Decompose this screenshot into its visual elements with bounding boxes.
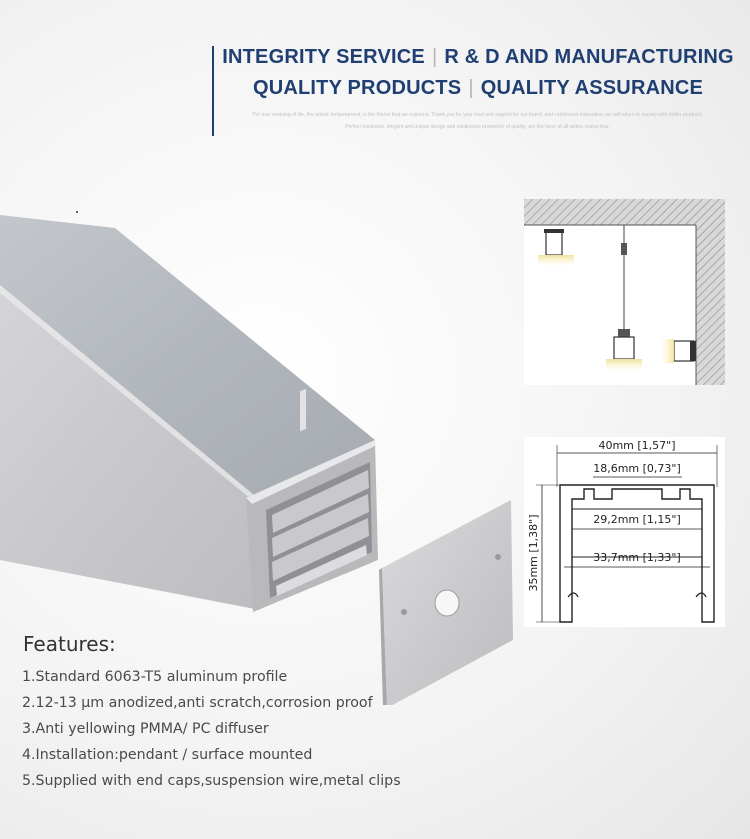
mounting-diagram [524,199,725,385]
headline-quality-assurance: QUALITY ASSURANCE [480,77,704,99]
tagline-2: Perfect handwork, elegant and unique design and continuous promotion of quality, are the favor of all wides, praise four. [345,124,610,130]
headline-separator: | [468,77,474,99]
feature-item: 3.Anti yellowing PMMA/ PC diffuser [22,721,269,737]
feature-item: 2.12-13 μm anodized,anti scratch,corrosion proof [22,695,373,711]
feature-item: 5.Supplied with end caps,suspension wire,metal clips [22,773,401,789]
headline-quality-products: QUALITY PRODUCTS [252,77,462,99]
features-title: Features: [23,632,116,656]
tagline-1: The true meaning of life, the artistic temperament, is the theme that we expound. Thank you for your trust and support for our brand, and continuous innovation, we will return to society with better products. [251,112,704,118]
feature-item: 1.Standard 6063-T5 aluminum profile [22,669,288,685]
headline-line-2 [218,77,738,100]
header-divider-line [212,46,214,136]
dim-outer-width: 40mm [1,57"] [598,439,676,452]
dim-inner-lower: 33,7mm [1,33"] [593,551,681,564]
decor-dot [76,211,78,213]
headline-integrity: INTEGRITY SERVICE [222,46,425,68]
dim-inner-upper: 29,2mm [1,15"] [593,513,681,526]
features-list [22,668,401,798]
dim-top-opening: 18,6mm [0,73"] [593,462,681,475]
headline-line-1 [218,46,738,69]
cross-section-dimensions [524,437,725,627]
headline-separator: | [431,46,438,68]
dim-height: 35mm [1,38"] [527,514,540,592]
feature-item: 4.Installation:pendant / surface mounted [22,747,313,763]
headline-rd: R & D AND MANUFACTURING [444,46,734,68]
